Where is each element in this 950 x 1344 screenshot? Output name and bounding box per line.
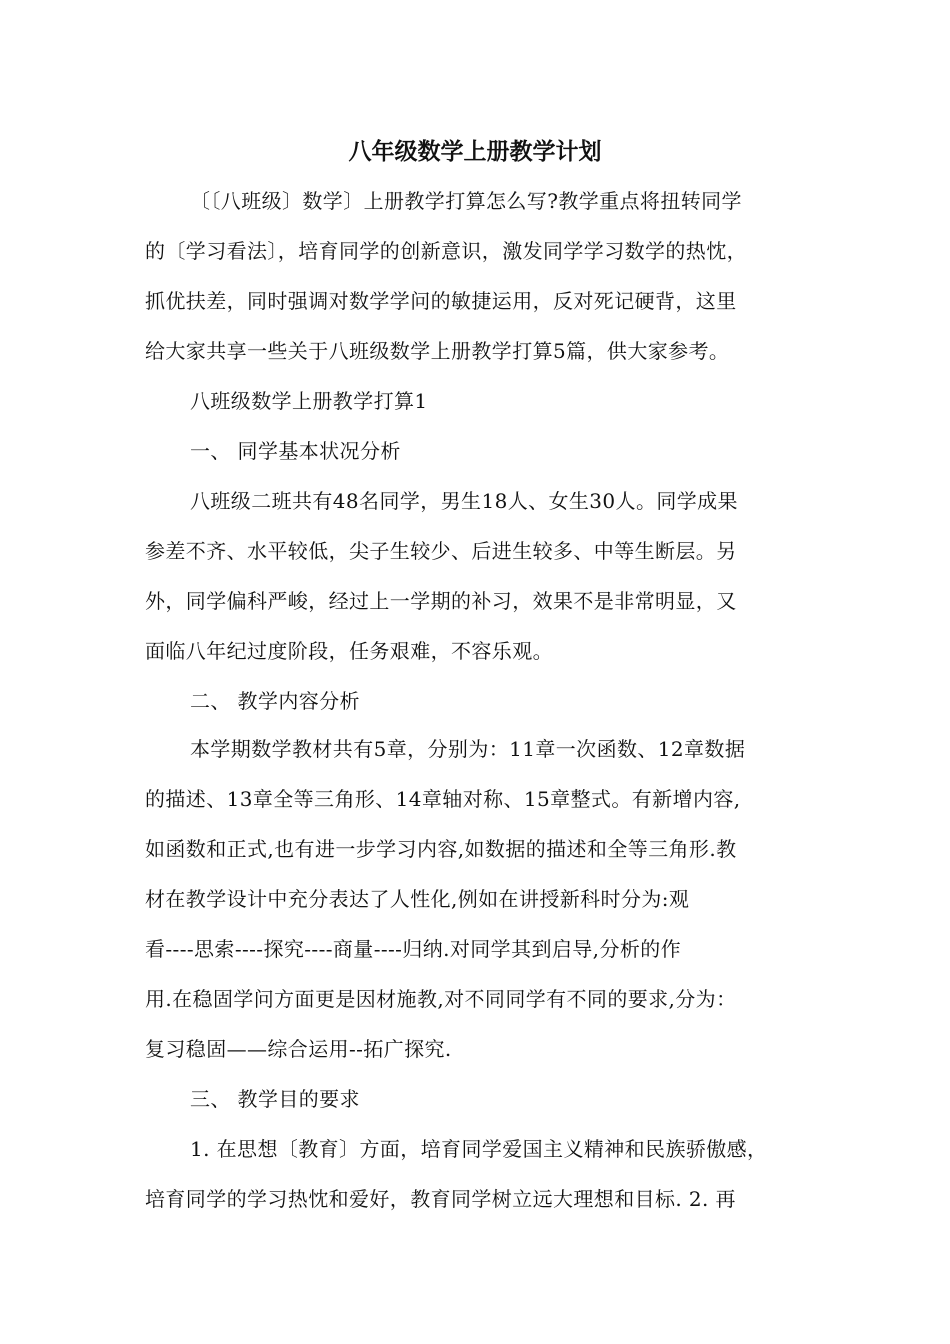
paragraph-line: 材在教学设计中充分表达了人性化,例如在讲授新科时分为:观 [145, 887, 690, 911]
paragraph-line: 看----思索----探究----商量----归纳.对同学其到启导,分析的作 [145, 937, 682, 961]
document-title: 八年级数学上册教学计划 [348, 138, 602, 165]
section-heading: 二、 教学内容分析 [190, 689, 360, 713]
paragraph-line: 抓优扶差，同时强调对数学学问的敏捷运用，反对死记硬背，这里 [145, 289, 737, 313]
paragraph-line: 给大家共享一些关于八班级数学上册教学打算5篇，供大家参考。 [145, 339, 730, 363]
paragraph-line: 八班级二班共有48名同学，男生18人、女生30人。同学成果 [190, 489, 738, 513]
paragraph-line: 1. 在思想〔教育〕方面，培育同学爱国主义精神和民族骄傲感， [190, 1137, 768, 1161]
paragraph-line: 如函数和正式,也有进一步学习内容,如数据的描述和全等三角形.教 [145, 837, 737, 861]
section-heading: 一、 同学基本状况分析 [190, 439, 401, 463]
paragraph-line: 的描述、13章全等三角形、14章轴对称、15章整式。有新增内容, [145, 787, 741, 811]
paragraph-line: 用.在稳固学问方面更是因材施教,对不同同学有不同的要求,分为： [145, 987, 737, 1011]
paragraph-line: 外，同学偏科严峻，经过上一学期的补习，效果不是非常明显，又 [145, 589, 737, 613]
paragraph-line: 本学期数学教材共有5章，分别为：11章一次函数、12章数据 [190, 737, 746, 761]
paragraph-line: 参差不齐、水平较低，尖子生较少、后进生较多、中等生断层。另 [145, 539, 737, 563]
paragraph-line: 的〔学习看法〕，培育同学的创新意识，激发同学学习数学的热忱， [145, 239, 747, 263]
section-heading: 八班级数学上册教学打算1 [190, 389, 428, 413]
section-heading: 三、 教学目的要求 [190, 1087, 360, 1111]
paragraph-line: 培育同学的学习热忱和爱好，教育同学树立远大理想和目标. 2. 再 [145, 1187, 736, 1211]
paragraph-line: 复习稳固——综合运用--拓广探究. [145, 1037, 452, 1061]
paragraph-line: 面临八年纪过度阶段，任务艰难，不容乐观。 [145, 639, 553, 663]
paragraph-line: 〔〔八班级〕数学〕上册教学打算怎么写?教学重点将扭转同学 [190, 189, 742, 213]
